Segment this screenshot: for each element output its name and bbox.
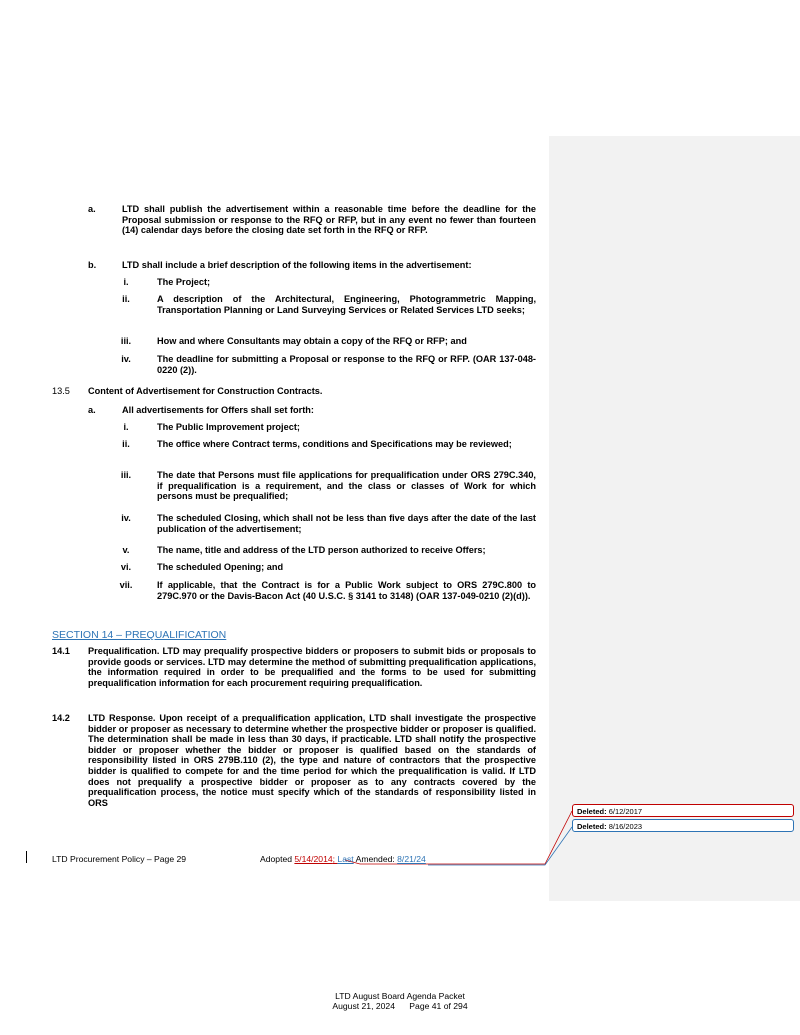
packet-title: LTD August Board Agenda Packet — [335, 991, 465, 1001]
subitem-text: The Public Improvement project; — [157, 422, 300, 432]
subitem-text: The scheduled Opening; and — [157, 562, 284, 572]
subitem-label: iii. — [120, 336, 132, 346]
change-bar — [26, 851, 27, 863]
comment-label: Deleted: — [577, 822, 607, 831]
subitem-label: ii. — [122, 294, 130, 304]
footer-deleted-date: 5/14/2014 — [294, 854, 333, 864]
comment-label: Deleted: — [577, 807, 607, 816]
item-text: LTD shall publish the advertisement within a reasonable time before the deadline for the Proposal submission or response to the RFQ or RFP, but in any event no fewer than fourteen (14) calendar days before the closing date set forth in the RFQ or RFP. — [122, 204, 536, 236]
subitem-text: The deadline for submitting a Proposal or response to the RFQ or RFP. (OAR 137-048-0220 (2)). — [157, 354, 536, 375]
item-label: a. — [88, 405, 96, 415]
subitem-text: The name, title and address of the LTD person authorized to receive Offers; — [157, 545, 486, 555]
subitem-text: How and where Consultants may obtain a copy of the RFQ or RFP; and — [157, 336, 467, 346]
footer-last: Last — [337, 854, 354, 864]
footer-amended-date: 8/21/24 — [397, 854, 426, 864]
paragraph-number: 14.2 — [52, 713, 70, 723]
paragraph-text: Prequalification. LTD may prequalify prospective bidders or proposers to submit bids or proposals to provide goods or services. LTD may determine the method of submitting prequalification applications, the information required in order to be prequalified and the forms to be used for submitting prequalification information for each procurement requiring prequalification. — [88, 646, 536, 688]
item-text: LTD shall include a brief description of the following items in the advertisement: — [122, 260, 472, 270]
paragraph-number: 14.1 — [52, 646, 70, 656]
subitem-label: iv. — [121, 354, 131, 364]
subitem-label: vii. — [119, 580, 133, 590]
comment-value: 6/12/2017 — [608, 807, 643, 816]
subitem-text: If applicable, that the Contract is for a Public Work subject to ORS 279C.800 to 279C.970 or the Davis-Bacon Act (40 U.S.C. § 3141 to 3148) (OAR 137-049-0210 (2)(d)). — [157, 580, 536, 601]
section-number: 13.5 — [52, 386, 70, 396]
item-text: All advertisements for Offers shall set forth: — [122, 405, 314, 415]
subitem-label: iv. — [121, 513, 131, 523]
footer-left: LTD Procurement Policy – Page 29 — [52, 854, 187, 864]
subitem-text: A description of the Architectural, Engineering, Photogrammetric Mapping, Transportation Planning or Land Surveying Services or Related Services LTD seeks; — [157, 294, 536, 315]
subitem-label: i. — [123, 277, 129, 287]
footer-amended: Amended: — [353, 854, 398, 864]
comment-value: 8/16/2023 — [608, 822, 643, 831]
item-label: b. — [88, 260, 97, 270]
packet-page-info: August 21, 2024 Page 41 of 294 — [332, 1001, 468, 1011]
paragraph-text: LTD Response. Upon receipt of a prequalification application, LTD shall investigate the prospective bidder or proposer as necessary to determine whether the prospective bidder or proposer is qualified. The determination shall be made in less than 30 days, if practicable. LTD shall notify the prospective bidder or proposer whether the bidder or proposer is qualified based on the standards of responsibility listed in ORS 279B.110 (2), the type and nature of contractors that the prospective bidder is qualified to compete for and the time period for which the prequalification is valid. If LTD does not prequalify a prospective bidder or proposer as to any contracts covered by the prequalification process, the notice must specify which of the standards of responsibility listed in ORS — [88, 713, 536, 808]
footer-sep: ; — [332, 854, 338, 864]
subitem-text: The office where Contract terms, conditions and Specifications may be reviewed; — [157, 439, 512, 449]
subitem-text: The scheduled Closing, which shall not be less than five days after the date of the last publication of the advertisement; — [157, 513, 536, 534]
subitem-label: v. — [122, 545, 130, 555]
revision-comment-bubble[interactable] — [572, 819, 794, 832]
subitem-label: ii. — [122, 439, 130, 449]
footer-dates — [260, 854, 426, 864]
comment-margin-pane — [549, 136, 800, 901]
footer-adopted: Adopted — [260, 854, 295, 864]
subitem-label: vi. — [120, 562, 132, 572]
revision-comment-bubble[interactable] — [572, 804, 794, 817]
item-label: a. — [88, 204, 96, 214]
subitem-text: The Project; — [157, 277, 211, 287]
subitem-label: i. — [123, 422, 129, 432]
subitem-label: iii. — [120, 470, 132, 480]
section-heading-link[interactable]: SECTION 14 – PREQUALIFICATION — [52, 629, 227, 641]
section-title: Content of Advertisement for Construction Contracts. — [88, 386, 323, 396]
subitem-text: The date that Persons must file applications for prequalification under ORS 279C.340, if prequalification is a requirement, and the class or classes of Work for which persons must be prequalified; — [157, 470, 536, 502]
